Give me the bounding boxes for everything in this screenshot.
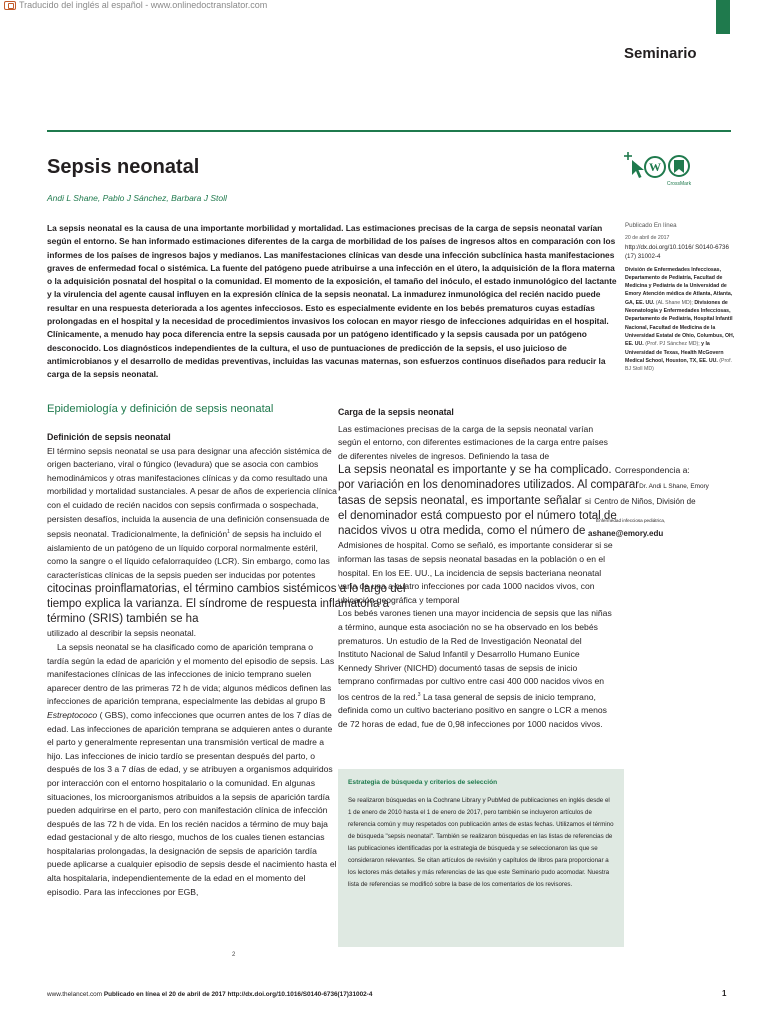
correspondence-division: Enfermedad infecciosa pediátrica, [596, 518, 666, 524]
text-run: La tasa general de sepsis de inicio temprano, definida como un cultivo bacteriano positivo en sangre o LCR a menos de 72 horas de edad, fue de 0,98 infecciones por 1000 nacidos vivos. [338, 691, 607, 729]
svg-text:W: W [649, 160, 661, 174]
text-run: de sepsis ha incluido el aislamiento de un patógeno de un líquido corporal normalmente estéril, como la sangre o el líquido cefalorraquídeo (LCR). Sin embargo, como las características clínicas de la sepsis pueden ser inducidas por potentes [47, 529, 330, 580]
text-run: algunos médicos definen las infecciones de aparición temprana, especialmente las debidas al grupo B [47, 682, 332, 707]
crossmark-icons[interactable] [622, 150, 702, 188]
paragraph-burden-2: Admisiones de hospital. Como se señaló, es importante considerar si se informan las tasas de sepsis neonatal basadas en la población o en el hospital. En los EE. UU., La incidencia de sepsis bacteriana neonatal varía de una a cuatro infecciones por cada 1000 nacidos vivos, con ubicación geográfica y temporal [338, 540, 613, 605]
author-note-2: (Prof. PJ Sánchez MD); [645, 341, 700, 348]
author-note-1: (AL Shane MD); [655, 299, 693, 306]
translate-icon [4, 1, 16, 10]
text-run: por variación en los denominadores utilizados. Al comparar [338, 479, 640, 492]
affiliation-4: y la Universidad de Texas, Health McGovern Medical School, Houston, TX, EE. UU. [625, 341, 724, 364]
text-run: La sepsis neonatal se ha clasificado como de aparición temprana o tardía según la edad de aparición y el momento del episodio de sepsis. Las manifestaciones clínicas de las infecciones de inicio temprano suelen aparecer dentro de las primeras 72 h de vida; [47, 641, 335, 693]
footnote-number: 2 [232, 952, 236, 958]
page-footer [47, 991, 372, 998]
altmetric-w-icon [645, 157, 665, 177]
search-strategy-text: Se realizaron búsquedas en la Cochrane Library y PubMed de publicaciones en inglés desde el 1 de enero de 2010 hasta el 1 de enero de 2017, pero también se incluyeron artículos de referencia común y muy respetados con publicación antes de estas fechas. Utilizamos el término de búsqueda "sepsis neonatal". También se realizaron búsquedas en las listas de referencias de las publicaciones identificadas por la estrategia de búsqueda y se seleccionaron las que se consideraron relevantes. Se citan artículos de revisión y capítulos de libros para proporcionar a los lectores más detalles y más referencias de las que este Seminario pudo acomodar. Nuestra lista de referencias se modificó sobre la base de los comentarios de los revisores. [348, 797, 614, 888]
crossmark-icon [669, 156, 689, 176]
text-run: ( GBS), como infecciones que ocurren antes de los 7 días de edad. Las infecciones de aparición temprana se adquieren antes o durante el parto y generalmente representan una transmisión vertical de madre a hijo. Las infecciones de inicio tardío se presentan después del parto, o después de los 3 a 7 días de edad, y se atribuyen a organismos adquiridos por interacción con el entorno hospitalario o la comunidad. En algunas situaciones, los microorganismos atribuidos a la sepsis de aparición tardía pueden adquirirse en el parto, pero con manifestación clínica de infección después de las 72 h de vida. En los recién nacidos a término de muy baja edad gestacional y de alto riesgo, muchos de los cuales tienen estancias hospitalarias prolongadas, la designación de sepsis de aparición tardía puede aplicarse a cualquier episodio de sepsis desde el nacimiento hasta el alta hospitalaria, independientemente de la edad en el momento del episodio. Para las infecciones por EGB, [47, 709, 337, 897]
published-label: Publicado En línea [625, 222, 677, 229]
section-heading-epidemiology: Epidemiología y definición de sepsis neonatal [47, 403, 274, 415]
overlay-line-4 [338, 509, 666, 539]
subheading-burden: Carga de la sepsis neonatal [338, 407, 454, 417]
overlay-line-3 [338, 494, 696, 509]
published-date: 20 de abril de 2017 [625, 235, 670, 242]
italic-term: Estreptococo [47, 709, 98, 720]
paragraph-definition-end: utilizado al describir la sepsis neonatal. [47, 628, 197, 639]
overlay-line-1 [338, 463, 690, 478]
search-strategy-panel [338, 769, 624, 947]
affiliation-2: Atención médica de Atlanta, Atlanta, GA, EE. UU. [625, 291, 733, 306]
author-note-3: (Prof. BJ Stoll MD) [625, 357, 732, 373]
text-run: tasas de sepsis neonatal, es importante señalar [338, 495, 582, 508]
crossmark-label: CrossMark [666, 181, 692, 187]
text-run: Los bebés varones tienen una mayor incidencia de sepsis que las niñas a término, aunque esta asociación no se ha observado en los bebés prematuros. Un estudio de la Red de Investigación Neonatal del Instituto Nacional de Salud Infantil y Desarrollo Humano Eunice Kennedy Shriver (NICHD) documentó tasas de sepsis de inicio temprano confirmadas por cultivo entre casi 400 000 nacidos vivos en los centros de la red. [338, 608, 612, 702]
affiliation-3: Divisiones de Neonatología y Enfermedades Infecciosas, Departamento de Pediatría, Hospital Infantil Nacional, Facultad de Medicina de la Universidad Estatal de Ohio, Columbus, OH, EE. UU. [625, 299, 735, 348]
reference-3[interactable]: 3 [417, 691, 421, 698]
paragraph-burden-1: Las estimaciones precisas de la carga de la sepsis neonatal varían según el entorno, con diferentes estimaciones de la carga entre países de diferentes niveles de ingresos. Definiendo la tasa de [338, 423, 608, 461]
article-title: Sepsis neonatal [47, 156, 200, 178]
header-rule [47, 130, 731, 132]
reference-1[interactable]: 1 [227, 529, 230, 536]
correspondence-email[interactable]: ashane@emory.edu [588, 529, 664, 539]
text-run: si [584, 496, 591, 507]
text-run: La sepsis neonatal es importante y se ha complicado. [338, 464, 612, 477]
subheading-definition: Definición de sepsis neonatal [47, 432, 171, 442]
section-label: Seminario [624, 45, 697, 62]
paragraph-onset-classification [47, 641, 337, 899]
correspondence-center: Centro de Niños, División de [594, 497, 696, 507]
abstract: La sepsis neonatal es la causa de una importante morbilidad y mortalidad. Las estimaciones precisas de la carga de sepsis neonatal varían según el entorno. Se han informado estimaciones diferentes de la carga de morbilidad de los países de ingresos altos en comparación con los informes de los países de ingresos bajos y medianos. Las manifestaciones clínicas van desde una infección subclínica hasta manifestaciones graves de enfermedad focal o sistémica. La fuente del patógeno puede atribuirse a una infección en el útero, la adquisición de la flora materna o la adquisición posnatal del hospital o la comunidad. El momento de la exposición, el tamaño del inóculo, el estado inmunológico del lactante y la virulencia del agente causal influyen en la expresión clínica de la sepsis neonatal. La inmadurez inmunológica del recién nacido puede resultar en una respuesta deteriorada a los agentes infecciosos. Esto es especialmente evidente en los bebés prematuros cuyas estadías prolongadas en el hospital y la necesidad de procedimientos invasivos los colocan en mayor riesgo de infecciones adquiridas en el hospital. Clínicamente, a menudo hay poca diferencia entre la sepsis causada por un patógeno identificado y la sepsis causada por un patógeno desconocido. Los diagnósticos independientes de la cultura, el uso de puntuaciones de predicción de la sepsis, el uso juicioso de antimicrobianos y el desarrollo de medidas preventivas, incluidas las vacunas maternas, son esfuerzos continuos diseñados para reducir la carga de la sepsis neonatal. [47, 223, 617, 380]
text-run: El término sepsis neonatal se usa para designar una afección sistémica de origen bacteriano, viral o fúngico (levadura) que se asocia con cambios hemodinámicos y otras manifestaciones clínicas y da como resultado una morbilidad y mortalidad sustanciales. A pesar de años de experiencia clínica con el cuidado de recién nacidos con sepsis confirmada o sospechada, persisten desafíos, incluida la ausencia de una definición consensuada de sepsis neonatal. Tradicionalmente, la definición [47, 445, 337, 540]
text-run: el denominador está compuesto por el número total de nacidos vivos u otra medida, como el número de [338, 510, 617, 538]
search-strategy-title: Estrategia de búsqueda y criterios de selección [348, 779, 498, 786]
correspondence-name: Dr. Andi L Shane, Emory [639, 483, 709, 491]
translator-banner[interactable] [4, 0, 267, 10]
overlay-line-2 [338, 478, 709, 494]
correspondence-label: Correspondencia a: [614, 465, 690, 476]
translator-banner-text: Traducido del inglés al español - www.onlinedoctranslator.com [19, 0, 268, 10]
paragraph-definition-1 [47, 445, 337, 583]
column-left [47, 431, 406, 899]
article-sidebar [625, 222, 737, 378]
affiliations [625, 266, 737, 374]
paragraph-overlay-large: citocinas proinflamatorias, el término cambios sistémicos a lo largo del tiempo explica la varianza. El síndrome de respuesta inflamatoria a término (SRIS) también se ha [47, 583, 406, 626]
author-list[interactable]: Andi L Shane, Pablo J Sánchez, Barbara J Stoll [47, 193, 227, 203]
cursor-plus-icon [624, 152, 644, 178]
footer-publication: Publicado en línea el 20 de abril de 2017 http://dx.doi.org/10.1016/S0140-6736(17)31002-4 [103, 991, 373, 998]
affiliation-1: División de Enfermedades Infecciosas, Departamento de Pediatría, Facultad de Medicina y Pediatría de la Universidad de Emory [625, 266, 727, 298]
journal-color-tab [716, 0, 730, 34]
footer-site-link[interactable]: www.thelancet.com [47, 991, 103, 998]
column-right [338, 407, 709, 732]
doi-link[interactable]: http://dx.doi.org/10.1016/ S0140-6736 (17) 31002-4 [625, 243, 729, 260]
paragraph-sex-incidence [338, 607, 614, 731]
page-number: 1 [722, 989, 727, 998]
